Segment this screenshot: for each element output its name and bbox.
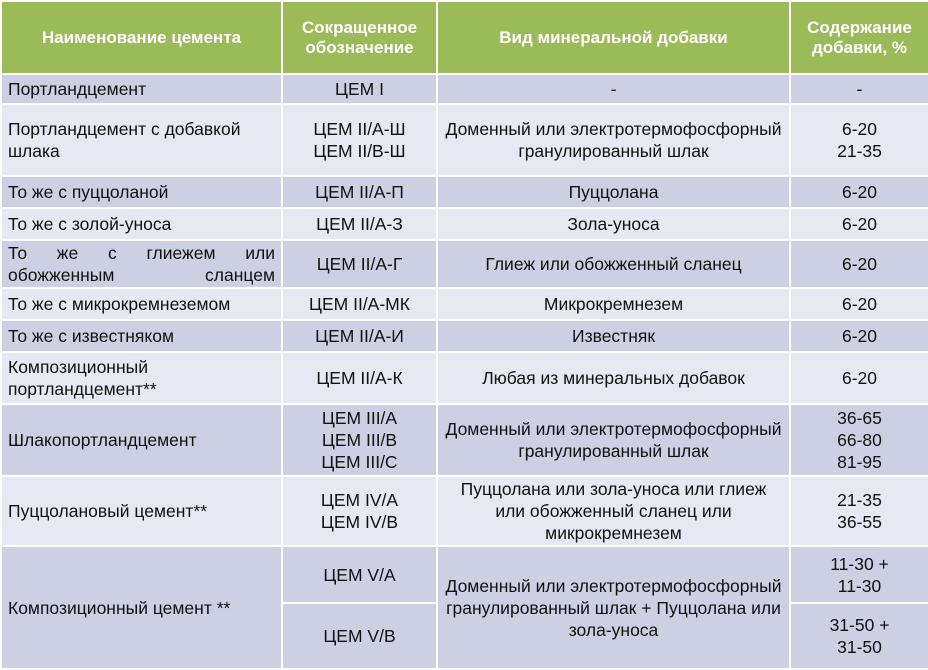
abbreviation-cell — [282, 74, 437, 104]
additive-type-cell: Зола-уноса — [437, 208, 790, 240]
additive-type-cell: Доменный или электротермофосфорный гранулированный шлак + Пуццолана или зола-уноса — [437, 546, 790, 669]
abbreviation-cell: ЦЕМ V/В — [282, 603, 437, 669]
table-row — [1, 176, 928, 208]
additive-content-cell — [790, 208, 928, 240]
table-row — [1, 208, 928, 240]
abbreviation-cell-line: ЦЕМ I — [335, 79, 384, 99]
additive-type-cell: Глиеж или обожженный сланец — [437, 240, 790, 288]
additive-content-cell — [790, 476, 928, 546]
table-row — [1, 404, 928, 476]
additive-content-cell-line: 36-55 — [837, 512, 882, 532]
cement-name-cell: То же с микрокремнеземом — [1, 288, 282, 320]
additive-content-cell-line: 6-20 — [841, 294, 878, 314]
additive-content-cell-line: 31-50 — [837, 637, 882, 657]
additive-content-cell-line: 6-20 — [841, 119, 878, 139]
additive-content-cell-line: 6-20 — [841, 214, 878, 234]
abbreviation-cell-line: ЦЕМ II/А-З — [316, 214, 403, 234]
abbreviation-cell — [282, 208, 437, 240]
additive-content-cell-line: 81-95 — [837, 452, 882, 472]
additive-content-cell — [790, 176, 928, 208]
abbreviation-cell-line: ЦЕМ IV/А — [320, 490, 399, 510]
abbreviation-cell-line: ЦЕМ II/А-МК — [309, 294, 410, 314]
header-abbreviation: Сокращенное обозначение — [282, 1, 437, 74]
abbreviation-cell-line: ЦЕМ II/В-Ш — [313, 141, 406, 161]
header-name: Наименование цемента — [1, 1, 282, 74]
additive-content-cell-line: - — [856, 79, 863, 99]
cement-name-cell: Композиционный цемент ** — [1, 546, 282, 669]
abbreviation-cell — [282, 176, 437, 208]
additive-content-cell — [790, 404, 928, 476]
additive-content-cell-line: 6-20 — [841, 326, 878, 346]
additive-type-cell: Доменный или электротермофосфорный гранулированный шлак — [437, 104, 790, 176]
cement-name-cell: То же с пуццоланой — [1, 176, 282, 208]
abbreviation-cell-line: ЦЕМ II/А-И — [315, 326, 404, 346]
additive-content-cell-line: 21-35 — [837, 141, 882, 161]
additive-type-cell: Доменный или электротермофосфорный гранулированный шлак — [437, 404, 790, 476]
abbreviation-cell — [282, 240, 437, 288]
additive-content-cell-line: 6-20 — [841, 368, 878, 388]
additive-content-cell — [790, 240, 928, 288]
additive-content-cell-line: 11-30 + — [830, 553, 889, 574]
additive-content-cell-line: 11-30 — [837, 575, 882, 596]
abbreviation-cell — [282, 288, 437, 320]
table-row — [1, 288, 928, 320]
cement-name-cell: Шлакопортландцемент — [1, 404, 282, 476]
abbreviation-cell-line: ЦЕМ II/А-К — [316, 368, 403, 388]
abbreviation-cell-line: ЦЕМ II/А-Ш — [313, 119, 406, 139]
additive-content-cell — [790, 320, 928, 352]
additive-content-cell-line: 31-50 + — [829, 615, 890, 635]
abbreviation-cell-line: ЦЕМ III/В — [321, 430, 398, 450]
additive-type-cell: Пуццолана — [437, 176, 790, 208]
cement-name-cell: То же с глиежем или обожженным сланцем — [1, 240, 282, 288]
additive-type-cell: Пуццолана или зола-уноса или глиеж или обожженный сланец или микрокремнезем — [437, 476, 790, 546]
additive-content-cell — [790, 104, 928, 176]
header-row — [1, 1, 928, 74]
abbreviation-cell-line: ЦЕМ III/А — [321, 408, 398, 428]
additive-content-cell-line: 6-20 — [841, 254, 878, 274]
cement-name-cell: То же с золой-уноса — [1, 208, 282, 240]
additive-content-cell-line: 66-80 — [837, 430, 882, 450]
additive-type-cell: Известняк — [437, 320, 790, 352]
table-row — [1, 104, 928, 176]
cement-name-cell: Композиционный портландцемент** — [1, 352, 282, 404]
additive-content-cell — [790, 603, 928, 669]
cement-name-cell: Портландцемент — [1, 74, 282, 104]
cement-name-cell: Портландцемент с добавкой шлака — [1, 104, 282, 176]
additive-content-cell — [790, 546, 928, 603]
additive-content-cell-line: 6-20 — [841, 182, 878, 202]
header-additive-type: Вид минеральной добавки — [437, 1, 790, 74]
header-additive-content: Содержание добавки, % — [790, 1, 928, 74]
abbreviation-cell-line: ЦЕМ II/А-П — [315, 182, 404, 202]
abbreviation-cell — [282, 320, 437, 352]
additive-content-cell — [790, 74, 928, 104]
table-row — [1, 546, 928, 603]
additive-content-cell-line: 36-65 — [837, 408, 882, 428]
additive-type-cell: Любая из минеральных добавок — [437, 352, 790, 404]
abbreviation-cell — [282, 404, 437, 476]
table-row — [1, 320, 928, 352]
additive-type-cell: Микрокремнезем — [437, 288, 790, 320]
abbreviation-cell-line: ЦЕМ III/С — [321, 452, 398, 472]
cement-name-cell: Пуццолановый цемент** — [1, 476, 282, 546]
table-row — [1, 476, 928, 546]
additive-content-cell — [790, 288, 928, 320]
abbreviation-cell — [282, 104, 437, 176]
additive-type-cell: - — [437, 74, 790, 104]
table-row — [1, 352, 928, 404]
abbreviation-cell: ЦЕМ V/А — [282, 546, 437, 603]
abbreviation-cell-line: ЦЕМ IV/В — [320, 512, 399, 532]
table-row — [1, 74, 928, 104]
cement-name-cell: То же с известняком — [1, 320, 282, 352]
abbreviation-cell — [282, 476, 437, 546]
additive-content-cell-line: 21-35 — [837, 490, 882, 510]
abbreviation-cell-line: ЦЕМ II/А-Г — [316, 254, 403, 274]
table-row — [1, 240, 928, 288]
additive-content-cell — [790, 352, 928, 404]
abbreviation-cell — [282, 352, 437, 404]
